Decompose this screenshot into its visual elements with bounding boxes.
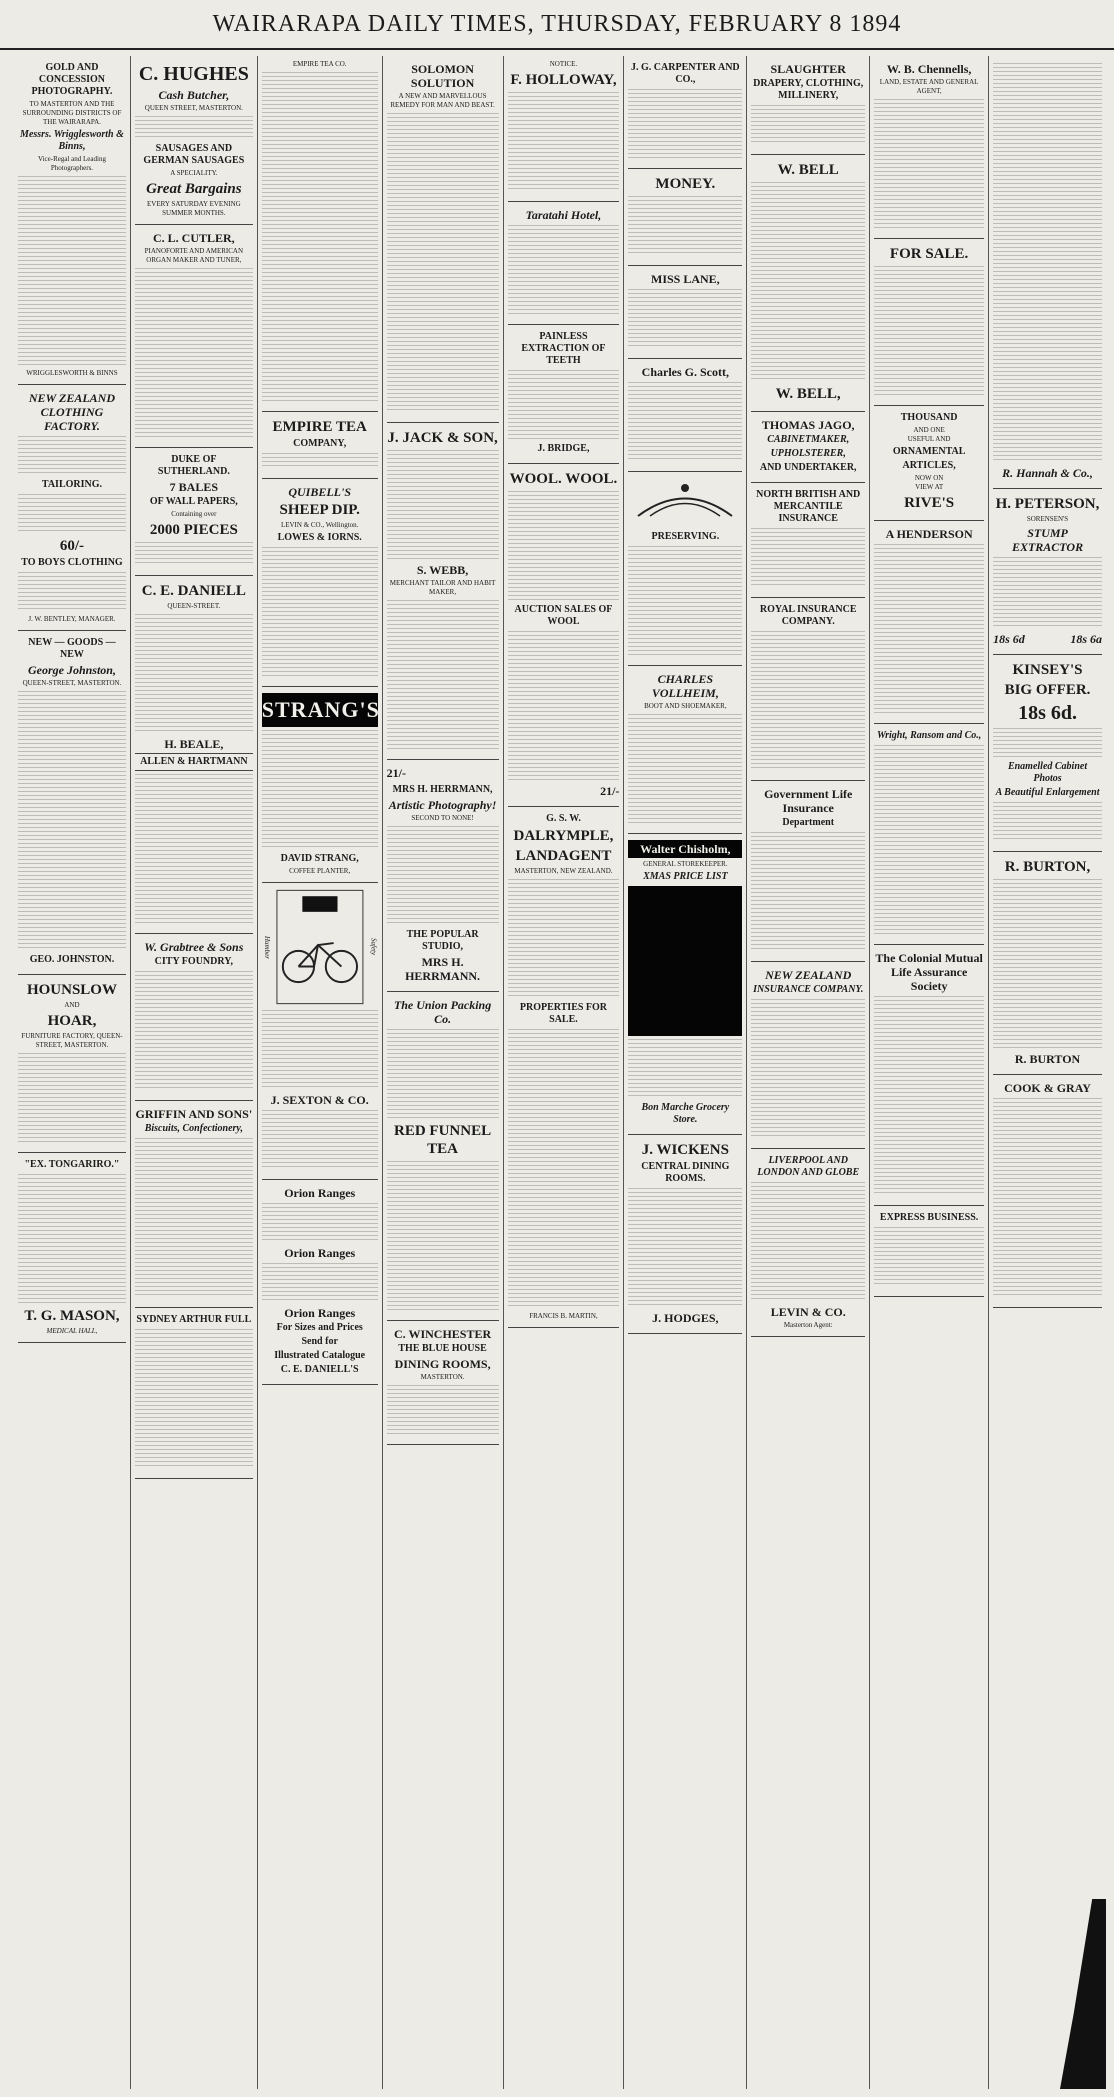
ad-subheading: Department bbox=[782, 817, 835, 828]
masthead bbox=[0, 0, 1114, 50]
text-block bbox=[387, 600, 499, 750]
ad-chisholm bbox=[628, 834, 742, 1135]
text-block bbox=[135, 774, 253, 924]
ad-subheading: FURNITURE FACTORY, QUEEN-STREET, MASTERTON. bbox=[21, 1032, 123, 1049]
ad-role: Cash Butcher, bbox=[158, 88, 230, 102]
ad-miss-lane bbox=[628, 266, 742, 359]
ad-title: "EX. TONGARIRO." bbox=[24, 1159, 120, 1170]
text-block bbox=[628, 1039, 742, 1099]
text-block bbox=[628, 89, 742, 159]
ad-dalrymple bbox=[508, 807, 620, 1328]
ad-title: PRESERVING. bbox=[651, 531, 720, 542]
ad-taratahi-hotel bbox=[508, 202, 620, 325]
ad-preserving bbox=[628, 472, 742, 666]
ad-signature: FRANCIS B. MARTIN, bbox=[529, 1312, 598, 1320]
ad-manager: J. W. BENTLEY, MANAGER. bbox=[28, 615, 116, 623]
ad-signature: WRIGGLESWORTH & BINNS bbox=[26, 369, 118, 377]
redacted-block bbox=[628, 886, 742, 1036]
ad-subheading: TAILORING. bbox=[41, 479, 103, 490]
ad-name-2: MRS H. HERRMANN. bbox=[405, 955, 481, 983]
ad-name: RIVE'S bbox=[904, 495, 955, 511]
text-block bbox=[135, 268, 253, 438]
ad-title: J. JACK & SON, bbox=[387, 430, 498, 446]
ad-title: W. B. Chennells, bbox=[886, 62, 972, 76]
text-block bbox=[135, 116, 253, 140]
ad-title: THOMAS JAGO, bbox=[761, 418, 855, 432]
text-block bbox=[874, 544, 984, 714]
ad-title: SOLOMON SOLUTION bbox=[410, 62, 475, 90]
ad-store: Bon Marche Grocery Store. bbox=[641, 1102, 730, 1125]
text-block bbox=[508, 491, 620, 601]
ad-title: NEW ZEALAND CLOTHING FACTORY. bbox=[28, 391, 116, 433]
ad-liverpool-globe bbox=[751, 1149, 865, 1337]
ad-street: QUEEN STREET, MASTERTON. bbox=[144, 104, 243, 112]
ad-henderson bbox=[874, 521, 984, 724]
ad-subheading: Masterton Agent: bbox=[783, 1321, 833, 1329]
ad-wickens bbox=[628, 1135, 742, 1334]
ad-table-heading: PROPERTIES FOR SALE. bbox=[519, 1002, 608, 1025]
ad-daniell bbox=[135, 576, 253, 934]
ad-wool bbox=[508, 464, 620, 807]
text-block bbox=[628, 714, 742, 824]
text-block bbox=[751, 1182, 865, 1302]
ad-title: SLAUGHTER bbox=[770, 62, 846, 76]
ad-title: Government Life Insurance bbox=[764, 787, 853, 815]
ad-line: Send for bbox=[301, 1336, 338, 1347]
ad-name: DAVID STRANG, bbox=[280, 853, 359, 864]
ad-title-2: HOAR, bbox=[47, 1013, 97, 1029]
text-block bbox=[508, 92, 620, 192]
ad-peterson bbox=[993, 489, 1102, 655]
text-block bbox=[993, 63, 1102, 463]
text-block bbox=[262, 1203, 378, 1243]
ad-and: AND bbox=[64, 1001, 80, 1009]
ad-nz-insurance bbox=[751, 962, 865, 1149]
ad-griffin bbox=[135, 1101, 253, 1308]
ad-line: 2000 PIECES bbox=[149, 522, 238, 538]
text-block bbox=[508, 631, 620, 781]
ad-hughes-butcher bbox=[135, 56, 253, 225]
ad-clothing-factory bbox=[18, 385, 126, 631]
ad-subheading: TO MASTERTON AND THE SURROUNDING DISTRICTS OF THE WAIRARAPA. bbox=[22, 100, 122, 126]
ad-line: MASTERTON. bbox=[420, 1373, 465, 1381]
ad-rive bbox=[874, 406, 984, 521]
ad-firm: Messrs. Wrigglesworth & Binns, bbox=[20, 129, 124, 152]
ad-title: Taratahi Hotel, bbox=[525, 208, 602, 222]
ad-name: J. HODGES, bbox=[652, 1311, 719, 1325]
ad-government-life bbox=[751, 781, 865, 962]
price-row bbox=[993, 630, 1102, 648]
ad-tongariro bbox=[18, 1153, 126, 1343]
ad-winchester bbox=[387, 1321, 499, 1445]
text-block bbox=[262, 1010, 378, 1090]
ad-title: W. BELL bbox=[777, 162, 839, 178]
ad-subheading: SECOND TO NONE! bbox=[411, 814, 474, 822]
ad-cutler bbox=[135, 225, 253, 448]
ad-name: MRS H. HERRMANN, bbox=[392, 784, 493, 795]
text-block bbox=[18, 494, 126, 534]
ad-wright-ransom bbox=[874, 724, 984, 945]
ad-bell bbox=[751, 155, 865, 412]
ad-subheading: Biscuits, Confectionery, bbox=[144, 1123, 243, 1134]
ad-solomon-solution bbox=[387, 56, 499, 423]
ad-line: THOUSAND bbox=[900, 412, 958, 423]
ad-line: USEFUL AND bbox=[907, 435, 951, 443]
text-block bbox=[262, 1263, 378, 1303]
ad-orion-ranges bbox=[262, 1180, 378, 1385]
ad-title: H. PETERSON, bbox=[995, 496, 1100, 512]
ad-title: MISS LANE, bbox=[651, 272, 720, 286]
ad-title-3: Orion Ranges bbox=[284, 1306, 356, 1320]
ad-product: STUMP EXTRACTOR bbox=[1011, 526, 1084, 554]
ad-line: AND ONE bbox=[913, 426, 945, 434]
ad-price: 60/- bbox=[59, 538, 85, 554]
ad-line: AND UNDERTAKER, bbox=[759, 462, 857, 473]
text-block bbox=[628, 289, 742, 349]
ad-subheading: MEDICAL HALL, bbox=[46, 1327, 98, 1335]
ad-line: ORNAMENTAL bbox=[892, 446, 966, 457]
ad-price-2: 18s 6a bbox=[1070, 632, 1102, 646]
ad-line: For Sizes and Prices bbox=[276, 1322, 363, 1333]
ad-jago bbox=[751, 412, 865, 483]
ad-price: 18s 6d. bbox=[1018, 702, 1077, 724]
column-9 bbox=[989, 56, 1106, 2089]
ad-subheading: COFFEE PLANTER, bbox=[289, 867, 351, 875]
text-block bbox=[262, 547, 378, 677]
text-block bbox=[135, 1329, 253, 1469]
ad-line: ARTICLES, bbox=[902, 460, 956, 471]
bicycle-icon bbox=[275, 887, 365, 1007]
text-block bbox=[993, 802, 1102, 842]
ad-title: DALRYMPLE, bbox=[513, 828, 614, 844]
ad-subheading: LAND, ESTATE AND GENERAL AGENT, bbox=[879, 78, 979, 95]
ad-title: KINSEY'S bbox=[1012, 662, 1083, 678]
text-block bbox=[508, 879, 620, 999]
ad-title: C. HUGHES bbox=[138, 63, 249, 85]
ad-line: UPHOLSTERER, bbox=[770, 448, 846, 459]
ad-hannah bbox=[993, 56, 1102, 489]
ad-title: F. HOLLOWAY, bbox=[510, 72, 617, 88]
ad-title: C. E. DANIELL bbox=[141, 583, 246, 599]
ad-humber-cycle bbox=[262, 883, 378, 1180]
ad-title: QUIBELL'S bbox=[288, 485, 352, 499]
ad-agents: LEVIN & CO., Wellington. bbox=[280, 521, 359, 529]
ad-line: A Beautiful Enlargement bbox=[995, 787, 1100, 798]
ad-firm: ALLEN & HARTMANN bbox=[135, 753, 253, 771]
ad-line: VIEW AT bbox=[915, 483, 944, 491]
text-block bbox=[262, 453, 378, 469]
ad-title-2: Orion Ranges bbox=[284, 1246, 356, 1260]
columns bbox=[14, 56, 1106, 2089]
text-block bbox=[18, 1053, 126, 1143]
ad-line: SUMMER MONTHS. bbox=[162, 209, 226, 217]
text-block bbox=[262, 730, 378, 850]
ad-line: EMPIRE TEA CO. bbox=[292, 60, 347, 68]
ad-title: C. L. CUTLER, bbox=[153, 231, 235, 245]
text-block bbox=[387, 1161, 499, 1311]
ad-burton bbox=[993, 852, 1102, 1075]
ad-scott bbox=[628, 359, 742, 472]
text-block bbox=[135, 971, 253, 1091]
ad-line: 7 BALES bbox=[169, 480, 219, 494]
ad-new-goods bbox=[18, 631, 126, 975]
column-7 bbox=[747, 56, 870, 2089]
text-block bbox=[135, 614, 253, 734]
ad-title: R. BURTON, bbox=[1004, 859, 1091, 875]
ad-name: J. BRIDGE, bbox=[537, 443, 590, 454]
ad-title: NEW ZEALAND bbox=[765, 968, 852, 982]
ad-title: SYDNEY ARTHUR FULL bbox=[136, 1314, 252, 1325]
text-block bbox=[387, 113, 499, 413]
ad-title: FOR SALE. bbox=[889, 246, 969, 262]
ad-subheading: DRAPERY, CLOTHING, MILLINERY, bbox=[753, 78, 864, 101]
text-block bbox=[508, 225, 620, 315]
ad-signature: GEO. JOHNSTON. bbox=[29, 954, 115, 965]
text-block bbox=[135, 1138, 253, 1298]
ad-royal-insurance bbox=[751, 598, 865, 781]
ad-chennells bbox=[874, 56, 984, 239]
ad-empire-tea bbox=[262, 412, 378, 479]
text-block bbox=[387, 1029, 499, 1119]
text-block bbox=[751, 999, 865, 1139]
ad-name: H. BEALE, bbox=[164, 737, 224, 751]
ad-strang bbox=[262, 687, 378, 883]
ad-subheading: COMPANY, bbox=[293, 438, 347, 449]
ad-line: OF WALL PAPERS, bbox=[149, 496, 238, 507]
ad-line: Enamelled Cabinet Photos bbox=[1007, 761, 1088, 784]
ad-subheading: BOOT AND SHOEMAKER, bbox=[644, 702, 727, 710]
column-4 bbox=[383, 56, 504, 2089]
text-block bbox=[18, 176, 126, 366]
text-block bbox=[628, 546, 742, 656]
ad-price: 18s 6d bbox=[993, 632, 1025, 646]
text-block bbox=[751, 528, 865, 588]
ad-side-label: Humber bbox=[262, 935, 271, 959]
text-block bbox=[751, 105, 865, 145]
ad-name: George Johnston, bbox=[27, 663, 116, 677]
text-block bbox=[993, 1098, 1102, 1298]
column-6 bbox=[624, 56, 747, 2089]
torn-corner bbox=[1060, 1899, 1106, 2089]
ad-street: QUEEN-STREET, MASTERTON. bbox=[22, 679, 122, 687]
ad-kinsey bbox=[993, 655, 1102, 852]
ad-money bbox=[628, 169, 742, 266]
ad-express bbox=[874, 1206, 984, 1297]
text-block bbox=[751, 631, 865, 771]
ad-herrmann bbox=[387, 760, 499, 992]
ad-painless-extraction bbox=[508, 325, 620, 464]
text-block bbox=[993, 728, 1102, 758]
ad-tagline: Vice-Regal and Leading Photographers. bbox=[37, 155, 106, 172]
ad-title: R. Hannah & Co., bbox=[1002, 466, 1093, 480]
ad-hounslow-hoar bbox=[18, 975, 126, 1153]
ad-title-2: RED FUNNEL TEA bbox=[394, 1123, 492, 1157]
text-block bbox=[874, 1227, 984, 1287]
ad-quibell bbox=[262, 479, 378, 687]
ad-sydney-full bbox=[135, 1308, 253, 1479]
ad-title: NEW — GOODS — NEW bbox=[28, 637, 116, 660]
ad-notice: NOTICE. bbox=[549, 60, 578, 68]
text-block bbox=[387, 826, 499, 926]
ad-subheading: CITY FOUNDRY, bbox=[154, 956, 234, 967]
text-block bbox=[262, 72, 378, 402]
ad-line: CABINETMAKER, bbox=[767, 434, 850, 445]
ad-title: CHARLES VOLLHEIM, bbox=[651, 672, 719, 700]
ad-line: A SPECIALITY. bbox=[170, 169, 218, 177]
ad-name: T. G. MASON, bbox=[24, 1308, 120, 1324]
text-block bbox=[628, 1188, 742, 1308]
ad-title: Walter Chisholm, bbox=[628, 840, 742, 858]
ad-vollheim bbox=[628, 666, 742, 834]
text-block bbox=[874, 99, 984, 229]
text-block bbox=[18, 1174, 126, 1304]
ad-title: W. Grabtree & Sons bbox=[144, 940, 244, 954]
ad-north-british bbox=[751, 483, 865, 598]
ad-line: Great Bargains bbox=[146, 181, 242, 197]
ad-holloway bbox=[508, 56, 620, 202]
ad-location: MASTERTON, NEW ZEALAND. bbox=[514, 867, 613, 875]
ad-for-sale bbox=[874, 239, 984, 406]
price-row bbox=[387, 764, 499, 782]
ad-title-2: LANDAGENT bbox=[515, 848, 612, 864]
text-block bbox=[993, 879, 1102, 1049]
ad-line: DINING ROOMS, bbox=[394, 1357, 491, 1371]
ad-agents-2: LOWES & IORNS. bbox=[277, 532, 362, 543]
ad-subheading: A NEW AND MARVELLOUS REMEDY FOR MAN AND BEAST. bbox=[390, 92, 495, 109]
ad-name: LEVIN & CO. bbox=[770, 1305, 846, 1319]
ad-title: GRIFFIN AND SONS' bbox=[135, 1107, 253, 1121]
column-8 bbox=[870, 56, 989, 2089]
ad-line: C. E. DANIELL'S bbox=[280, 1364, 359, 1375]
ad-union-packing bbox=[387, 992, 499, 1321]
ad-title: Wright, Ransom and Co., bbox=[876, 730, 982, 741]
ad-photography bbox=[18, 56, 126, 385]
ad-title: J. G. CARPENTER AND CO., bbox=[631, 62, 740, 85]
ad-title: COOK & GRAY bbox=[1004, 1081, 1091, 1095]
ad-line: Containing over bbox=[171, 510, 217, 518]
ad-empire-tea-list bbox=[262, 56, 378, 412]
text-block bbox=[751, 832, 865, 952]
ad-subheading: INSURANCE COMPANY. bbox=[753, 984, 864, 995]
text-block bbox=[628, 382, 742, 462]
ad-price: 21/- bbox=[600, 784, 620, 798]
property-table bbox=[508, 1029, 620, 1309]
ad-carpenter bbox=[628, 56, 742, 169]
ad-price-list: XMAS PRICE LIST bbox=[643, 871, 728, 882]
ad-title: Orion Ranges bbox=[284, 1186, 356, 1200]
ad-wall-papers bbox=[135, 448, 253, 576]
column-5 bbox=[504, 56, 625, 2089]
column-3 bbox=[258, 56, 383, 2089]
ad-jack-son bbox=[387, 423, 499, 760]
ad-title: MONEY. bbox=[655, 176, 716, 192]
column-1 bbox=[14, 56, 131, 2089]
ad-name: S. WEBB, bbox=[416, 563, 469, 577]
text-block bbox=[751, 182, 865, 382]
text-block bbox=[262, 1110, 378, 1170]
ad-title: LIVERPOOL AND LONDON AND GLOBE bbox=[757, 1155, 860, 1178]
ad-side-label: Safety bbox=[369, 938, 378, 956]
ad-signature: W. BELL, bbox=[775, 386, 841, 402]
text-block bbox=[18, 436, 126, 476]
ad-line: NOW ON bbox=[914, 474, 944, 482]
ad-subheading: BIG OFFER. bbox=[1004, 682, 1091, 698]
text-block bbox=[628, 196, 742, 256]
ad-line: Illustrated Catalogue bbox=[274, 1350, 366, 1361]
bicycle-illustration bbox=[262, 887, 378, 1007]
ad-title: The Union Packing Co. bbox=[393, 998, 492, 1026]
ad-title: Artistic Photography! bbox=[388, 798, 497, 812]
ad-title: EMPIRE TEA bbox=[272, 419, 367, 435]
text-block bbox=[387, 450, 499, 560]
ad-subheading: GENERAL STOREKEEPER. bbox=[643, 860, 728, 868]
ad-logo: STRANG'S bbox=[262, 693, 378, 727]
text-block bbox=[18, 691, 126, 951]
ad-initials: G. S. W. bbox=[546, 813, 581, 824]
scissors-illustration-icon bbox=[630, 476, 740, 526]
text-block bbox=[874, 266, 984, 396]
ad-line: SAUSAGES AND GERMAN SAUSAGES bbox=[143, 143, 245, 166]
ad-title: HOUNSLOW bbox=[26, 982, 117, 998]
ad-subheading: SORENSEN'S bbox=[1026, 515, 1069, 523]
ad-title: A HENDERSON bbox=[885, 527, 973, 541]
text-block bbox=[874, 745, 984, 935]
ad-studio: THE POPULAR STUDIO, bbox=[406, 929, 479, 952]
ad-title: Charles G. Scott, bbox=[641, 365, 729, 379]
ad-name: J. SEXTON & CO. bbox=[270, 1093, 369, 1107]
ad-title: The Colonial Mutual Life Assurance Society bbox=[875, 951, 983, 993]
column-2 bbox=[131, 56, 258, 2089]
ad-subheading: SHEEP DIP. bbox=[279, 502, 360, 518]
ad-signature: R. BURTON bbox=[1014, 1052, 1081, 1066]
ad-street: QUEEN-STREET. bbox=[167, 602, 221, 610]
ad-title: ROYAL INSURANCE COMPANY. bbox=[759, 604, 857, 627]
ad-cook-gray bbox=[993, 1075, 1102, 1308]
ad-price: 21/- bbox=[386, 766, 406, 780]
text-block bbox=[387, 1385, 499, 1435]
text-block bbox=[993, 557, 1102, 627]
ad-colonial-mutual bbox=[874, 945, 984, 1206]
ad-crabtree bbox=[135, 934, 253, 1101]
ad-title: WOOL. WOOL. bbox=[509, 471, 618, 487]
ad-line: EVERY SATURDAY EVENING bbox=[146, 200, 241, 208]
ad-subheading: PIANOFORTE AND AMERICAN ORGAN MAKER AND TUNER, bbox=[144, 247, 244, 264]
ad-title: EXPRESS BUSINESS. bbox=[879, 1212, 979, 1223]
text-block bbox=[135, 542, 253, 566]
ad-name: C. WINCHESTER bbox=[394, 1327, 492, 1341]
ad-title: J. WICKENS bbox=[641, 1142, 729, 1158]
ad-slaughter bbox=[751, 56, 865, 155]
ad-line: DUKE OF SUTHERLAND. bbox=[157, 454, 230, 477]
ad-title: PAINLESS EXTRACTION OF TEETH bbox=[521, 331, 606, 366]
text-block bbox=[508, 370, 620, 440]
ad-title: NORTH BRITISH AND MERCANTILE INSURANCE bbox=[756, 489, 861, 524]
ad-subheading: MERCHANT TAILOR AND HABIT MAKER, bbox=[389, 579, 496, 596]
ad-subheading: CENTRAL DINING ROOMS. bbox=[641, 1161, 730, 1184]
text-block bbox=[18, 572, 126, 612]
ad-subheading: AUCTION SALES OF WOOL bbox=[514, 604, 613, 627]
text-block bbox=[874, 996, 984, 1196]
ad-subheading: THE BLUE HOUSE bbox=[398, 1343, 487, 1354]
ad-heading: GOLD AND CONCESSION PHOTOGRAPHY. bbox=[31, 62, 113, 97]
ad-subheading: TO BOYS CLOTHING bbox=[21, 557, 123, 568]
masthead-title: WAIRARAPA DAILY TIMES, THURSDAY, FEBRUARY 8 1894 bbox=[212, 10, 902, 37]
